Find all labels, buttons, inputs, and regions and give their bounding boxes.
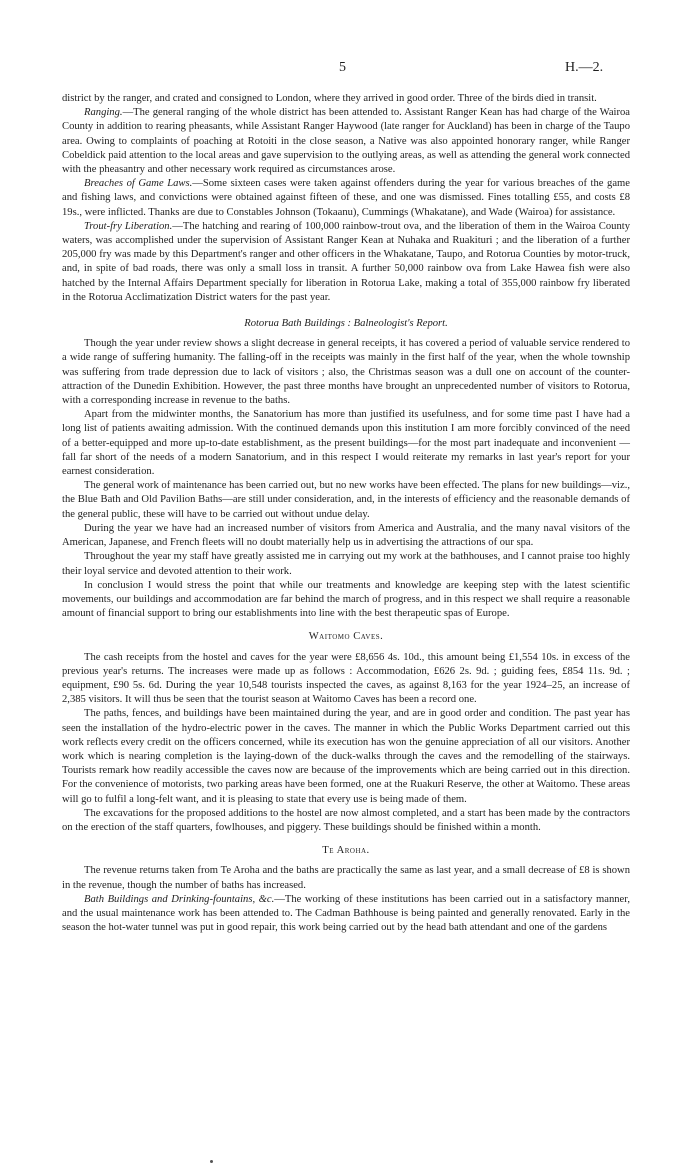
subheading-inline: Ranging. xyxy=(84,107,123,119)
paragraph: The revenue returns taken from Te Aroha and the baths are practically the same as last year, and a small decrease of £8 is shown in the revenue, though the number of baths has increased. xyxy=(62,865,630,891)
top-section xyxy=(62,92,630,305)
page-number: 5 xyxy=(339,60,346,75)
paragraph: In conclusion I would stress the point that while our treatments and knowledge are keeping step with the latest scientific movements, our buildings and accommodation are far behind the march of progress, and in this respect we shall require a reasonable amount of financial support to bring our establishments into line with the best therapeutic spas of Europe. xyxy=(62,579,630,620)
section-heading-rotorua: Rotorua Bath Buildings : Balneologist's Report. xyxy=(244,318,448,330)
paragraph-ranging: Ranging.—The general ranging of the whole district has been attended to. Assistant Ranger Kean has had charge of the Wairoa County in addition to rearing pheasants, while Assistant Ranger Haywood (late ranger for Auckland) has been in charge of the Taupo area. Owing to complaints of poaching at Rotoiti in the close season, a Native was also appointed honorary ranger, while Ranger Cobeldick paid attention to the local areas and gave supervision to the outlying areas, as well as attending the general work connected with the pheasantry and other necessary work required as circumstances arose. xyxy=(62,107,630,176)
paragraph: district by the ranger, and crated and consigned to London, where they arrived in good order. Three of the birds died in transit. xyxy=(62,93,597,104)
section-waitomo xyxy=(62,651,630,836)
paragraph-trout-fry: Trout-fry Liberation.—The hatching and rearing of 100,000 rainbow-trout ova, and the liberation of them in the Wairoa County waters, was accomplished under the supervision of Assistant Ranger Kean at Nuhaka and Ruakituri ; and the liberation of a further 205,000 fry was made by this Department's ranger and other officers in the Whakatane, Taupo, and Rotorua Counties by motor-truck, and, in spite of bad roads, there was only a small loss in transit. A further 50,000 rainbow ova from Lake Hawea fish were also hatched by the Internal Affairs Department specially for liberation in Rotorua Lake, making a total of 355,000 rainbow fry liberated in the Rotorua Acclimatization District waters for the past year. xyxy=(62,220,630,303)
section-te-aroha xyxy=(62,864,630,935)
subheading-inline: Trout-fry Liberation. xyxy=(84,220,173,232)
paragraph: Throughout the year my staff have greatly assisted me in carrying out my work at the bathhouses, and I cannot praise too highly their loyal service and devoted attention to their work. xyxy=(62,551,630,577)
paragraph: The excavations for the proposed additions to the hostel are now almost completed, and a start has been made by the contractors on the erection of the staff quarters, fowlhouses, and piggery. These buildings should be finished within a month. xyxy=(62,807,630,833)
paragraph: Though the year under review shows a slight decrease in general receipts, it has covered a period of valuable service rendered to a wide range of suffering humanity. The falling-off in the receipts was mainly in the first half of the year, when the whole township was suffering from trade depression due to lack of visitors ; also, the Christmas season was a dull one on account of the counter-attraction of the Dunedin Exhibition. However, the past three months have brought an unprecedented number of visitors to Rotorua, with a corresponding increase in revenue to the baths. xyxy=(62,338,630,407)
paragraph: During the year we have had an increased number of visitors from America and Australia, and the many naval visitors of the American, Japanese, and French fleets will no doubt materially help us in advertising the attractions of our spa. xyxy=(62,522,630,549)
section-rotorua xyxy=(62,337,630,621)
paragraph: The paths, fences, and buildings have been maintained during the year, and are in good order and condition. The past year has seen the installation of the hydro-electric power in the caves. The manner in which the Public Works Department carried out this work reflects every credit on the officers concerned, while its execution has won the genuine appreciation of all our visitors. Another work which is nearing completion is the laying-down of the duck-walks through the caves and the remodelling of the stairways. Tourists remark how readily accessible the caves now are because of the improvements which are being carried out in this direction. For the convenience of motorists, two parking areas have been formed, one at the Ruakuri Reserve, the other at Waitomo. These areas will go to fulfil a long-felt want, and it is pleasing to state that every use is being made of them. xyxy=(62,708,630,805)
section-heading-waitomo: Waitomo Caves. xyxy=(308,631,384,643)
document-reference: H.—2. xyxy=(565,60,604,75)
page-mark xyxy=(210,1160,213,1163)
paragraph: The general work of maintenance has been carried out, but no new works have been effected. The plans for new buildings—viz., the Blue Bath and Old Pavilion Baths—are still under consideration, and, in the interests of efficiency and the reasonable demands of the general public, these will have to be carried out without undue delay. xyxy=(62,480,630,520)
subheading-inline: Bath Buildings and Drinking-fountains, &c. xyxy=(84,893,275,905)
document-body xyxy=(62,92,630,935)
paragraph-bath-buildings: Bath Buildings and Drinking-fountains, &c.—The working of these institutions has been carried out in a satisfactory manner, and the usual maintenance work has been attended to. The Cadman Bathhouse is being painted and generally renovated. Early in the season the hot-water tunnel was put in good repair, this work being carried out by the head bath attendant and one of the gardens xyxy=(62,893,630,934)
paragraph: The cash receipts from the hostel and caves for the year were £8,656 4s. 10d., this amount being £1,554 10s. in excess of the previous year's returns. The increases were made up as follows : Accommodation, £626 2s. 9d. ; guiding fees, £854 11s. 9d. ; equipment, £90 5s. 6d. During the year 10,548 tourists inspected the caves, as against 8,163 for the year 1924–25, an increase of 2,385 visitors. It will thus be seen that the tourist season at Waitomo Caves has been a record one. xyxy=(62,651,630,706)
page-header xyxy=(0,60,700,80)
subheading-inline: Breaches of Game Laws. xyxy=(84,178,193,190)
paragraph: Apart from the midwinter months, the Sanatorium has more than justified its usefulness, and for some time past I have had a long list of patients awaiting admission. With the continued demands upon this institution I am more forcibly convinced of the need of a better-equipped and more up-to-date establishment, as the present buildings—for the most part inadequate and inconvenient —fall far short of the needs of a modern Sanatorium, and in this respect I would reiterate my remarks in last year's report for your earnest consideration. xyxy=(62,409,630,478)
paragraph-breaches: Breaches of Game Laws.—Some sixteen cases were taken against offenders during the year for various breaches of the game and fishing laws, and convictions were obtained against fifteen of these, and one was dismissed. Fines totalling £55, and costs £8 19s., were inflicted. Thanks are due to Constables Johnson (Tokaanu), Cummings (Whakatane), and Wade (Wairoa) for assistance. xyxy=(62,178,630,218)
section-heading-te-aroha: Te Aroha. xyxy=(322,845,370,857)
